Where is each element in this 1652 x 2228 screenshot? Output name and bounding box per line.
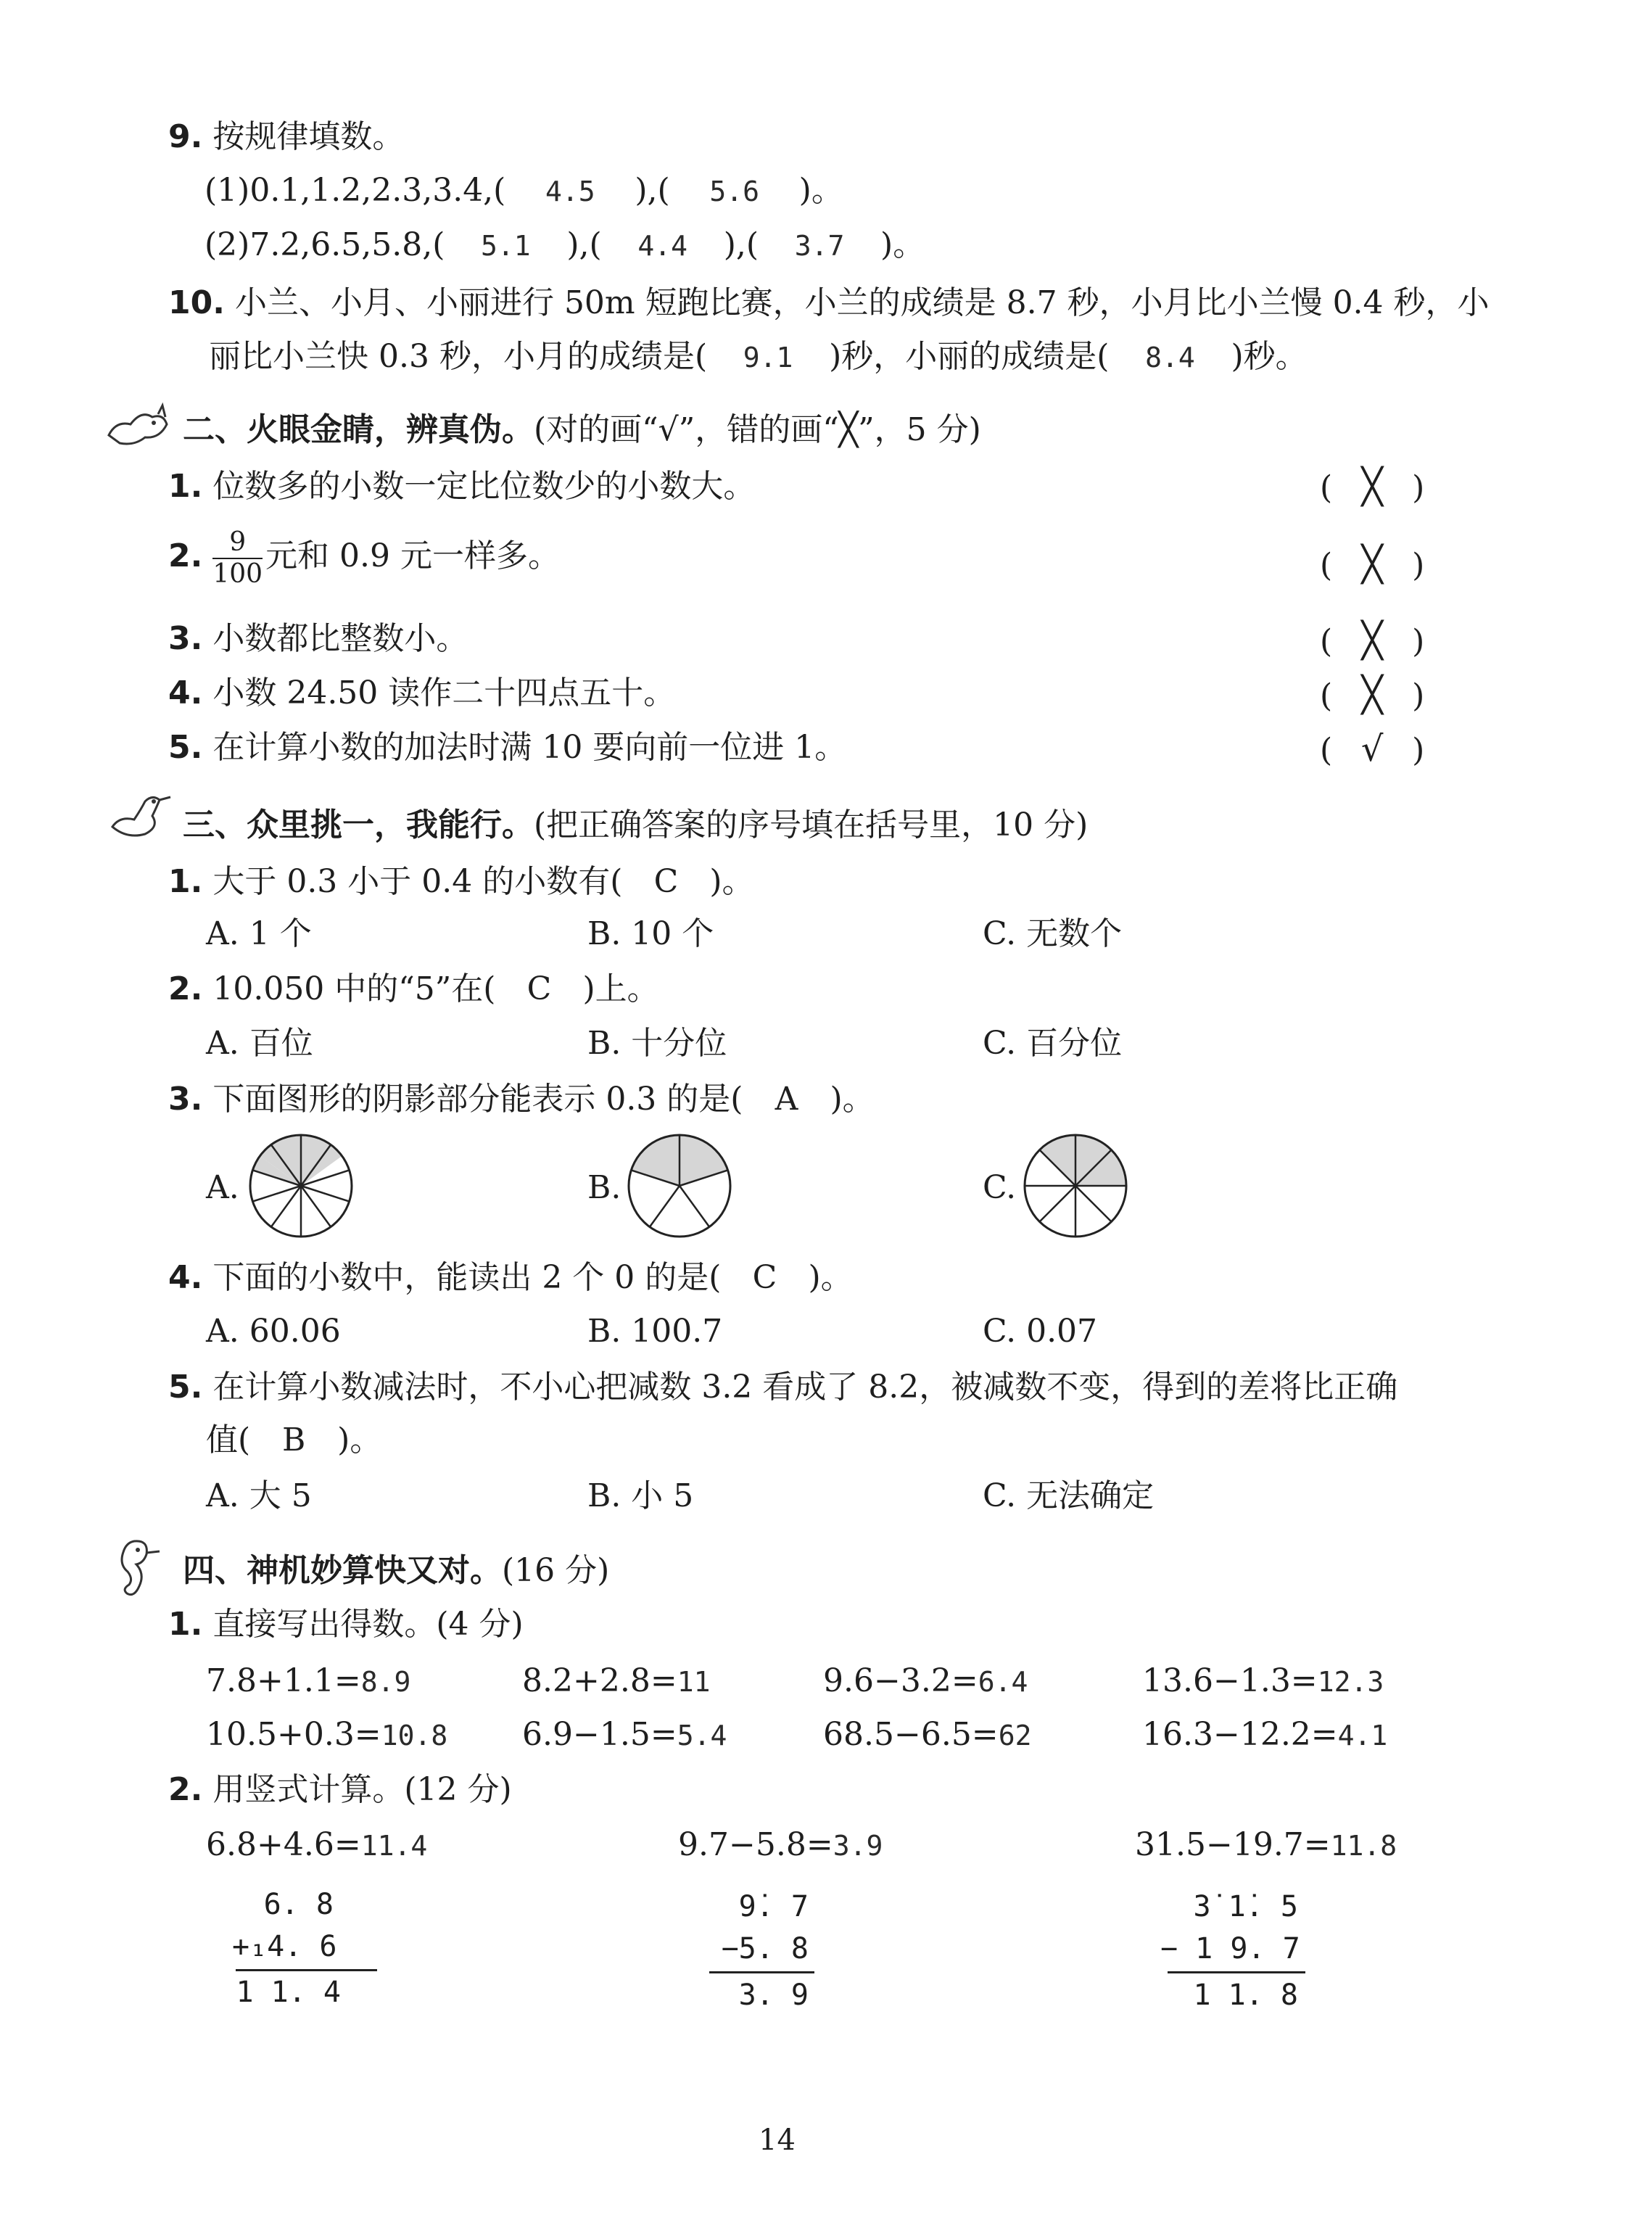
- s4-part1-number: 1.: [168, 1606, 203, 1643]
- q9-title: [168, 118, 404, 156]
- q10-answer-2: 8.4: [1145, 342, 1195, 374]
- s2-item-3-mark: ╳: [1361, 620, 1383, 661]
- calc-row1-item4: [1142, 1662, 1384, 1701]
- section3-subtitle: (把正确答案的序号填在括号里，10 分): [534, 806, 1089, 843]
- q9-title-text: 按规律填数。: [212, 118, 405, 155]
- duck-icon: [102, 787, 174, 845]
- vcalc-answer: 11.4: [360, 1830, 428, 1862]
- s3-q1-option-a: A. 1 个: [206, 915, 312, 952]
- vcalc-answer: 3.9: [833, 1830, 883, 1862]
- s3-q1-option-b: B. 10 个: [587, 915, 714, 952]
- vcalc3-subtrahend: − 1 9. 7: [1160, 1932, 1300, 1965]
- calc-row1-item1: [206, 1662, 410, 1701]
- q10-line1: [168, 284, 1490, 322]
- q9-line1-mid: ),(: [635, 172, 670, 209]
- vcalc3-top: 3̇ 1̇. 5: [1193, 1890, 1298, 1923]
- q9-line2-end: )。: [880, 226, 925, 263]
- vcalc3-equation: [1135, 1826, 1397, 1865]
- s2-item-1-number: 1.: [168, 468, 203, 505]
- vcalc3-rule: [1168, 1971, 1305, 1973]
- q10-answer-1: 9.1: [743, 342, 793, 374]
- calc-answer: 6.4: [978, 1666, 1028, 1698]
- section3-title: [183, 806, 1088, 844]
- calc-question: 6.9−1.5=: [522, 1716, 677, 1753]
- s4-part2-title-text: 用竖式计算。(12 分): [212, 1771, 512, 1808]
- s2-item-1-answer: [1320, 466, 1424, 507]
- vcalc2-result: 3. 9: [738, 1979, 809, 2012]
- vcalc2-equation: [678, 1826, 883, 1865]
- s2-item-3-text: 小数都比整数小。: [212, 620, 468, 657]
- s3-q4-answer: C: [752, 1259, 777, 1296]
- section2-title-text: 二、火眼金睛，辨真伪。: [183, 411, 534, 448]
- s3-q4: [168, 1259, 853, 1297]
- calc-answer: 8.9: [360, 1666, 411, 1698]
- s2-paren-open: (: [1320, 623, 1333, 660]
- s2-item-5-mark: √: [1360, 729, 1384, 770]
- calc-row2-item4: [1142, 1716, 1387, 1754]
- s3-q3-answer: A: [775, 1081, 798, 1118]
- vcalc-question: 6.8+4.6=: [206, 1826, 361, 1863]
- section3-title-text: 三、众里挑一，我能行。: [183, 806, 534, 843]
- s2-item-5: [168, 729, 846, 767]
- s3-q5-line1: [168, 1369, 1397, 1406]
- q9-number: 9.: [168, 118, 203, 155]
- s2-paren-open: (: [1320, 677, 1333, 714]
- q10-number: 10.: [168, 284, 225, 321]
- s3-q4-option-a: A. 60.06: [206, 1313, 341, 1350]
- s3-q3-number: 3.: [168, 1081, 203, 1118]
- calc-question: 13.6−1.3=: [1142, 1662, 1318, 1699]
- s3-q3: [168, 1081, 875, 1118]
- s3-q2-text-a: 10.050 中的“5”在(: [212, 970, 496, 1007]
- s3-q5-line2: [206, 1422, 381, 1459]
- s2-item-1-text: 位数多的小数一定比位数少的小数大。: [212, 468, 756, 505]
- s2-paren-open: (: [1320, 469, 1333, 506]
- s3-q2-number: 2.: [168, 970, 203, 1007]
- s3-q3-option-b-label: B.: [587, 1169, 621, 1206]
- s3-q5-text-2b: )。: [337, 1422, 382, 1458]
- s2-item-4-number: 4.: [168, 674, 203, 711]
- fraction-9-100: [212, 527, 263, 590]
- vcalc2-subtrahend: −5. 8: [721, 1932, 809, 1965]
- calc-question: 68.5−6.5=: [823, 1716, 999, 1753]
- s2-item-4-mark: ╳: [1361, 674, 1383, 715]
- section4-title: [183, 1552, 609, 1590]
- s3-q5-option-c: C. 无法确定: [983, 1477, 1155, 1514]
- s3-q1-answer: C: [653, 863, 679, 900]
- q9-answer-1: 4.5: [545, 176, 595, 207]
- vcalc2-top: 9̇. 7: [738, 1890, 809, 1923]
- s2-paren-close: ): [1412, 732, 1425, 769]
- page-number: 14: [759, 2124, 796, 2157]
- q9-line1-end: )。: [798, 172, 843, 209]
- vcalc1-top: 6. 8: [263, 1888, 334, 1921]
- calc-row2-item1: [206, 1716, 447, 1754]
- s3-q3-option-a-label: A.: [206, 1169, 239, 1206]
- s3-q4-number: 4.: [168, 1259, 203, 1296]
- circle-c-eight-parts: [1021, 1131, 1130, 1240]
- s2-paren-close: ): [1412, 623, 1425, 660]
- q9-line2-mid2: ),(: [723, 226, 759, 263]
- vcalc-question: 31.5−19.7=: [1135, 1826, 1331, 1863]
- s3-q5-number: 5.: [168, 1369, 203, 1406]
- section4-title-text: 四、神机妙算快又对。: [183, 1552, 502, 1589]
- vcalc3-result: 1 1. 8: [1193, 1979, 1298, 2012]
- q10-text-2a: 丽比小兰快 0.3 秒，小月的成绩是(: [209, 338, 708, 375]
- s3-q2-option-a: A. 百位: [206, 1025, 313, 1062]
- q9-answer-2: 5.6: [709, 176, 759, 207]
- q9-line2: [205, 226, 925, 265]
- q10-text-1: 小兰、小月、小丽进行 50m 短跑比赛，小兰的成绩是 8.7 秒，小月比小兰慢 0.4 秒，小: [234, 284, 1490, 321]
- s2-item-5-number: 5.: [168, 729, 203, 766]
- q9-answer-4: 4.4: [637, 230, 688, 262]
- calc-row1-item3: [823, 1662, 1028, 1701]
- circle-a-ten-parts: [247, 1131, 355, 1240]
- s2-item-4-answer: [1320, 674, 1424, 715]
- section4-subtitle: (16 分): [502, 1552, 610, 1589]
- cat-icon: [102, 395, 174, 453]
- s2-paren-open: (: [1320, 547, 1333, 584]
- q9-line2-mid1: ),(: [566, 226, 602, 263]
- s2-item-2-number: 2.: [168, 537, 203, 574]
- q10-text-2c: )秒。: [1231, 338, 1308, 375]
- s2-item-3-number: 3.: [168, 620, 203, 657]
- vcalc1-result: 1 1. 4: [236, 1976, 341, 2009]
- s3-q1-text-a: 大于 0.3 小于 0.4 的小数有(: [212, 863, 623, 900]
- fraction-numerator: 9: [212, 527, 263, 559]
- s4-part1-title: [168, 1606, 524, 1643]
- q9-answer-5: 3.7: [794, 230, 845, 262]
- s2-paren-open: (: [1320, 732, 1333, 769]
- s4-part1-title-text: 直接写出得数。(4 分): [212, 1606, 524, 1643]
- s3-q3-text-a: 下面图形的阴影部分能表示 0.3 的是(: [212, 1081, 743, 1118]
- s3-q4-option-b: B. 100.7: [587, 1313, 723, 1350]
- vcalc1-addend: +₁4. 6: [232, 1930, 337, 1963]
- s3-q1-text-b: )。: [709, 863, 754, 900]
- vcalc2-rule: [709, 1971, 814, 1973]
- s2-item-5-answer: [1320, 729, 1424, 770]
- s4-part2-title: [168, 1771, 512, 1809]
- calc-question: 8.2+2.8=: [522, 1662, 677, 1699]
- calc-question: 9.6−3.2=: [823, 1662, 978, 1699]
- q9-line1-prefix: (1)0.1,1.2,2.3,3.4,(: [205, 172, 506, 209]
- q9-line2-prefix: (2)7.2,6.5,5.8,(: [205, 226, 445, 263]
- calc-answer: 4.1: [1337, 1720, 1388, 1752]
- s3-q3-text-b: )。: [830, 1081, 875, 1118]
- s2-item-2-answer: [1320, 544, 1424, 585]
- s3-q5-option-a: A. 大 5: [206, 1477, 312, 1514]
- s3-q5-answer: B: [282, 1422, 306, 1458]
- s2-item-3: [168, 620, 468, 658]
- calc-row2-item2: [522, 1716, 727, 1754]
- s2-item-2: [168, 524, 560, 590]
- s3-q1-number: 1.: [168, 863, 203, 900]
- s3-q1: [168, 863, 754, 901]
- s4-part2-number: 2.: [168, 1771, 203, 1808]
- vcalc1-equation: [206, 1826, 427, 1865]
- seahorse-icon: [102, 1534, 167, 1606]
- s3-q5-text-1: 在计算小数减法时，不小心把减数 3.2 看成了 8.2，被减数不变，得到的差将比正确: [212, 1369, 1398, 1406]
- section2-title: [183, 411, 981, 449]
- s2-item-2-text: 元和 0.9 元一样多。: [265, 537, 561, 574]
- s2-item-1: [168, 468, 755, 506]
- s2-item-4: [168, 674, 675, 712]
- calc-question: 10.5+0.3=: [206, 1716, 381, 1753]
- s2-item-5-text: 在计算小数的加法时满 10 要向前一位进 1。: [212, 729, 847, 766]
- calc-question: 16.3−12.2=: [1142, 1716, 1338, 1753]
- s2-item-2-mark: ╳: [1361, 544, 1383, 585]
- circle-b-five-parts: [625, 1131, 734, 1240]
- s3-q4-text-b: )。: [808, 1259, 853, 1296]
- s2-item-3-answer: [1320, 620, 1424, 661]
- calc-answer: 62: [998, 1720, 1032, 1752]
- s3-q1-option-c: C. 无数个: [983, 915, 1123, 952]
- section2-subtitle: (对的画“√”，错的画“╳”，5 分): [534, 411, 981, 448]
- s3-q2-option-b: B. 十分位: [587, 1025, 727, 1062]
- calc-question: 7.8+1.1=: [206, 1662, 361, 1699]
- s3-q4-option-c: C. 0.07: [983, 1313, 1098, 1350]
- calc-answer: 5.4: [677, 1720, 727, 1752]
- calc-row1-item2: [522, 1662, 710, 1701]
- s2-paren-close: ): [1412, 547, 1425, 584]
- vcalc-question: 9.7−5.8=: [678, 1826, 833, 1863]
- s2-item-4-text: 小数 24.50 读作二十四点五十。: [212, 674, 676, 711]
- calc-answer: 11: [677, 1666, 711, 1698]
- s3-q5-option-b: B. 小 5: [587, 1477, 694, 1514]
- s3-q2-text-b: )上。: [582, 970, 659, 1007]
- s2-item-1-mark: ╳: [1361, 466, 1383, 507]
- q9-line1: [205, 172, 843, 210]
- s3-q3-option-c-label: C.: [983, 1169, 1017, 1206]
- q10-line2: [209, 338, 1308, 376]
- s3-q2-answer: C: [526, 970, 552, 1007]
- q9-answer-3: 5.1: [481, 230, 531, 262]
- calc-answer: 10.8: [381, 1720, 448, 1752]
- fraction-denominator: 100: [212, 558, 263, 589]
- s2-paren-close: ): [1412, 469, 1425, 506]
- q10-text-2b: )秒，小丽的成绩是(: [829, 338, 1110, 375]
- vcalc-answer: 11.8: [1330, 1830, 1397, 1862]
- s3-q2-option-c: C. 百分位: [983, 1025, 1123, 1062]
- calc-row2-item3: [823, 1716, 1031, 1754]
- calc-answer: 12.3: [1317, 1666, 1384, 1698]
- s3-q4-text-a: 下面的小数中，能读出 2 个 0 的是(: [212, 1259, 722, 1296]
- s3-q5-text-2a: 值(: [206, 1422, 251, 1458]
- s3-q2: [168, 970, 659, 1008]
- s2-paren-close: ): [1412, 677, 1425, 714]
